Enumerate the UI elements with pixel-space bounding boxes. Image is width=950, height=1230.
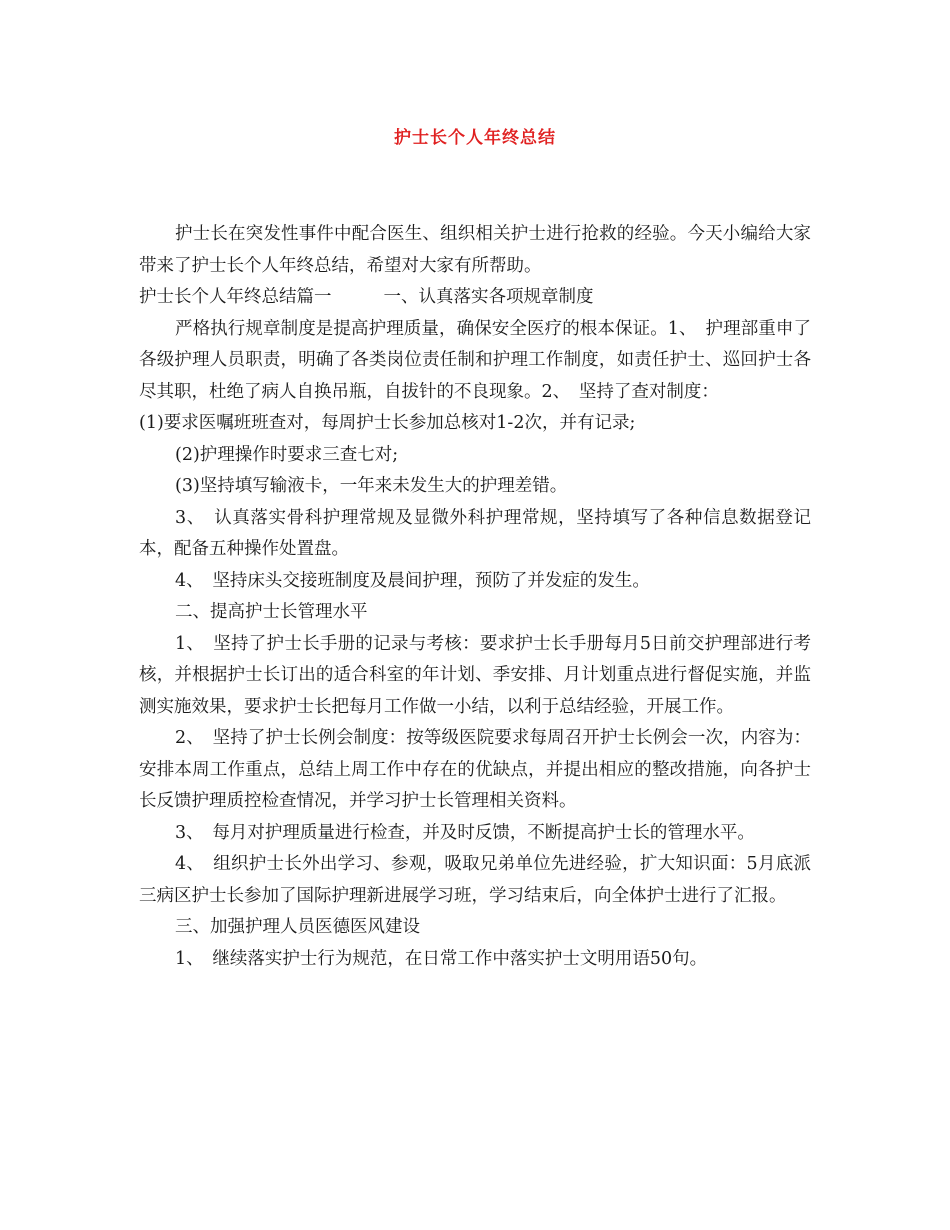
paragraph: 3、 认真落实骨科护理常规及显微外科护理常规，坚持填写了各种信息数据登记本，配备五种操作处置盘。 xyxy=(139,507,811,559)
section-heading: 二、提高护士长管理水平 xyxy=(175,602,368,622)
paragraph: 1、 坚持了护士长手册的记录与考核：要求护士长手册每月5日前交护理部进行考核，并根据护士长订出的适合科室的年计划、季安排、月计划重点进行督促实施，并监测实施效果，要求护士长把每月工作做一小结，以利于总结经验，开展工作。 xyxy=(139,633,811,717)
paragraph: 3、 每月对护理质量进行检查，并及时反馈，不断提高护士长的管理水平。 xyxy=(175,822,755,843)
heading-gap xyxy=(332,282,384,314)
paragraph: 4、 组织护士长外出学习、参观，吸取兄弟单位先进经验，扩大知识面：5月底派三病区护士长参加了国际护理新进展学习班，学习结束后，向全体护士进行了汇报。 xyxy=(139,854,811,906)
paragraph: 2、 坚持了护士长例会制度：按等级医院要求每周召开护士长例会一次，内容为：安排本周工作重点，总结上周工作中存在的优缺点，并提出相应的整改措施，向各护士长反馈护理质控检查情况，并学习护士长管理相关资料。 xyxy=(139,728,811,811)
document-body xyxy=(139,219,811,975)
paragraph: (1)要求医嘱班班查对，每周护士长参加总核对1-2次，并有记录; xyxy=(139,413,636,433)
paragraph: 4、 坚持床头交接班制度及晨间护理，预防了并发症的发生。 xyxy=(175,570,650,591)
intro-paragraph: 护士长在突发性事件中配合医生、组织相关护士进行抢救的经验。今天小编给大家带来了护士长个人年终总结，希望对大家有所帮助。 xyxy=(139,224,811,276)
chapter-heading-row xyxy=(139,282,811,314)
paragraph: 1、 继续落实护士行为规范，在日常工作中落实护士文明用语50句。 xyxy=(175,948,708,969)
section-heading: 一、认真落实各项规章制度 xyxy=(383,287,594,307)
document-title: 护士长个人年终总结 xyxy=(394,128,556,148)
chapter-label: 护士长个人年终总结篇一 xyxy=(139,287,332,307)
paragraph: 严格执行规章制度是提高护理质量，确保安全医疗的根本保证。1、 护理部重申了各级护理人员职责，明确了各类岗位责任制和护理工作制度，如责任护士、巡回护士各尽其职，杜绝了病人自换吊瓶，自拔针的不良现象。2、 坚持了查对制度： xyxy=(139,318,811,402)
paragraph: (2)护理操作时要求三查七对; xyxy=(175,444,399,465)
section-heading: 三、加强护理人员医德医风建设 xyxy=(175,917,420,937)
paragraph: (3)坚持填写输液卡，一年来未发生大的护理差错。 xyxy=(175,476,568,496)
